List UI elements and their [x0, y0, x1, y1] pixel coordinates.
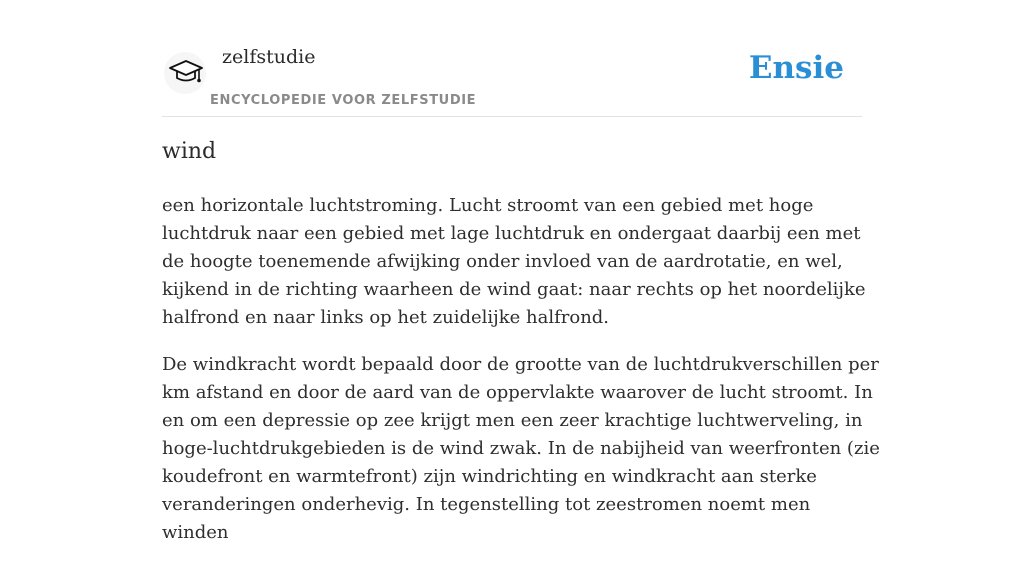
- article-title: wind: [162, 139, 217, 164]
- site-logo[interactable]: [164, 52, 206, 94]
- article-paragraph: De windkracht wordt bepaald door de grootte van de luchtdrukverschillen per km afstand en door de aard van de oppervlakte waarover de lucht stroomt. In en om een depressie op zee krijgt men een zeer krachtige luchtwerveling, in hoge-luchtdrukgebieden is de wind zwak. In de nabijheid van weerfronten (zie koudefront en warmtefront) zijn windrichting en windkracht aan sterke veranderingen onderhevig. In tegenstelling tot zeestromen noemt men winden: [162, 354, 880, 543]
- site-header: [162, 0, 862, 117]
- site-tagline: ENCYCLOPEDIE VOOR ZELFSTUDIE: [210, 93, 477, 108]
- article-body: [162, 192, 882, 566]
- site-name[interactable]: zelfstudie: [222, 46, 316, 68]
- brand-logo-link[interactable]: Ensie: [748, 50, 844, 86]
- graduation-cap-icon: [168, 58, 204, 88]
- page: [162, 0, 880, 543]
- article-paragraph: een horizontale luchtstroming. Lucht stroomt van een gebied met hoge luchtdruk naar een gebied met lage luchtdruk en ondergaat daarbij een met de hoogte toenemende afwijking onder invloed van de aardrotatie, en wel, kijkend in de richting waarheen de wind gaat: naar rechts op het noordelijke halfrond en naar links op het zuidelijke halfrond.: [162, 195, 866, 328]
